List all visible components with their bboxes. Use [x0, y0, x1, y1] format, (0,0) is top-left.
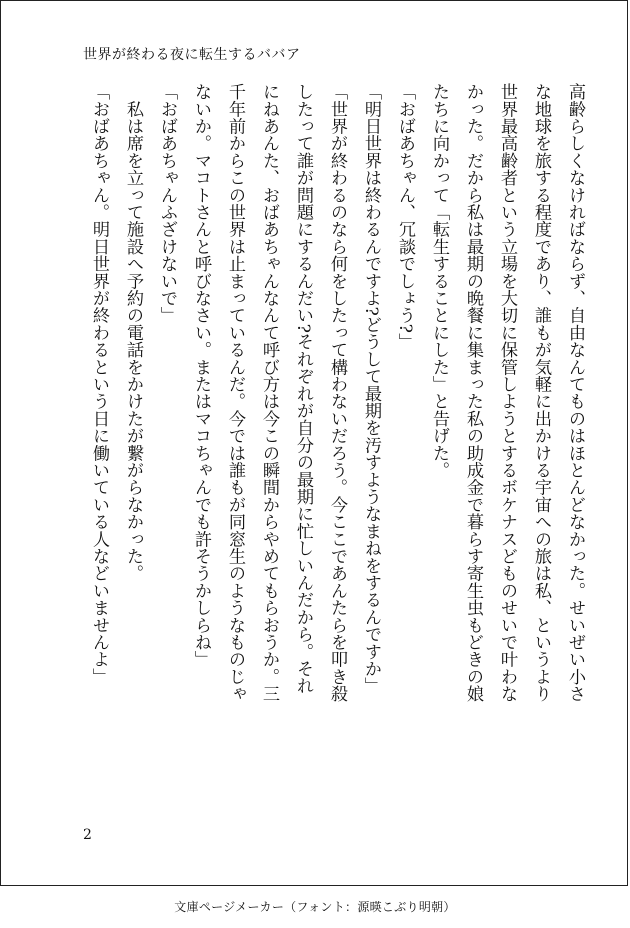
text-line: な地球を旅する程度であり、誰もが気軽に出かける宇宙への旅は私、というより: [531, 83, 551, 703]
text-line: 千年前からこの世界は止まっているんだ。今では誰もが同窓生のようなものじゃ: [225, 83, 245, 703]
text-line: たちに向かって「転生することにした」と告げた。: [429, 83, 449, 479]
text-line: 「おばあちゃん。明日世界が終わるという日に働いている人などいませんよ」: [89, 83, 109, 685]
text-line: したって誰が問題にするんだい?それぞれが自分の最期に忙しいんだから。それ: [293, 83, 313, 695]
text-line: にねあんた、おばあちゃんなんて呼び方は今この瞬間からやめてもらおうか。三: [259, 83, 279, 703]
text-line: かった。だから私は最期の晩餐に集まった私の助成金で暮らす寄生虫もどきの娘: [463, 83, 483, 703]
text-line: 「おばあちゃんふざけないで」: [157, 83, 177, 324]
text-line: 「明日世界は終わるんですよ?どうして最期を汚すようなまねをするんですか」: [361, 83, 381, 695]
vertical-body-text: [82, 83, 592, 813]
text-line: ないか。マコトさんと呼びなさい。またはマコちゃんでも許そうかしらね」: [191, 83, 211, 668]
page-number: 2: [83, 827, 92, 843]
footer-credit: 文庫ページメーカー（フォント：源暎こぶり明朝）: [174, 900, 456, 914]
text-line: 「おばあちゃん、冗談でしょう?」: [395, 83, 415, 351]
text-line: 私は席を立って施設へ予約の電話をかけたが繋がらなかった。: [123, 83, 143, 582]
text-line: 「世界が終わるのなら何をしたって構わないだろう。今ここであんたらを叩き殺: [327, 83, 347, 703]
text-line: 高齢らしくなければならず、自由なんてものはほとんどなかった。せいぜい小さ: [565, 83, 585, 703]
running-header-title: 世界が終わる夜に転生するババア: [83, 47, 301, 63]
text-line: 世界最高齢者という立場を大切に保管しようとするボケナスどものせいで叶わな: [497, 83, 517, 703]
